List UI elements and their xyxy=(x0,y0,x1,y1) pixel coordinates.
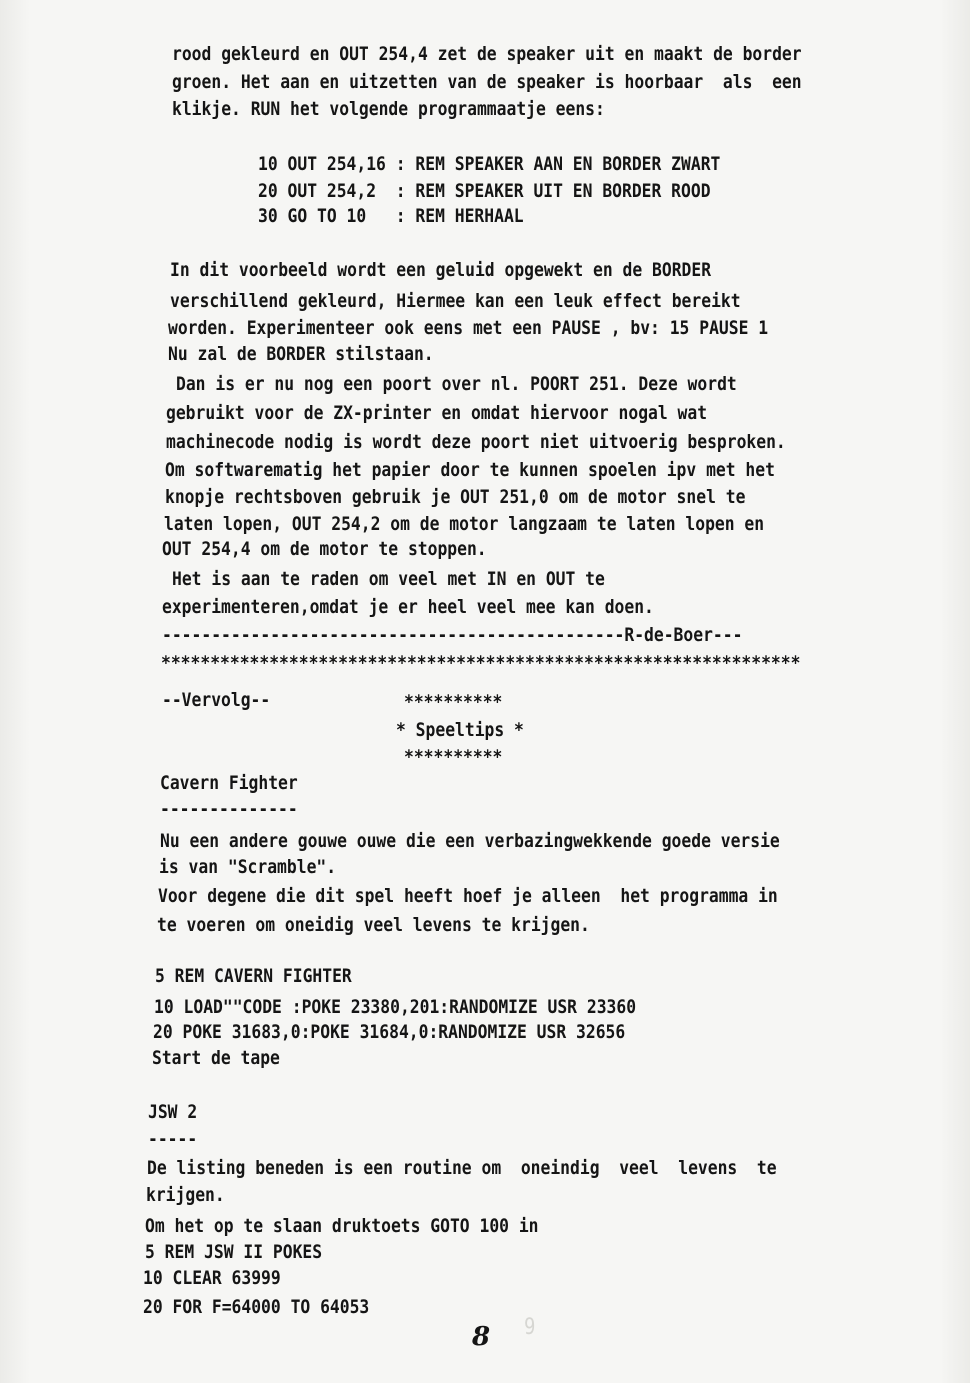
bleed-page-number: 9 xyxy=(524,1315,536,1340)
speeltips-stars-bottom: ********** xyxy=(404,746,503,768)
paragraph-line: Om softwarematig het papier door te kunnen spoelen ipv met het xyxy=(165,459,775,481)
paragraph-line: Voor degene die dit spel heeft hoef je alleen het programma in xyxy=(158,885,778,907)
code-line: Start de tape xyxy=(152,1047,280,1069)
code-line: 20 OUT 254,2 : REM SPEAKER UIT EN BORDER ROOD xyxy=(258,180,711,202)
paragraph-line: krijgen. xyxy=(146,1184,225,1206)
paragraph-line: laten lopen, OUT 254,2 om de motor langzaam te laten lopen en xyxy=(164,513,765,535)
star-rule: ***************************************************************** xyxy=(161,652,801,674)
paragraph-line: Om het op te slaan druktoets GOTO 100 in xyxy=(145,1215,539,1237)
paragraph-line: te voeren om oneidig veel levens te krijgen. xyxy=(157,914,590,936)
paragraph-line: verschillend gekleurd, Hiermee kan een leuk effect bereikt xyxy=(170,290,741,312)
paragraph-line: Nu zal de BORDER stilstaan. xyxy=(168,343,434,365)
paragraph-line: experimenteren,omdat je er heel veel mee kan doen. xyxy=(162,596,654,618)
code-line: 30 GO TO 10 : REM HERHAAL xyxy=(258,205,524,227)
vervolg-label: --Vervolg-- xyxy=(162,689,271,711)
signature-line: -----------------------------------------------R-de-Boer--- xyxy=(162,624,743,646)
code-line: 10 OUT 254,16 : REM SPEAKER AAN EN BORDER ZWART xyxy=(258,153,721,175)
paragraph-line: rood gekleurd en OUT 254,4 zet de speaker uit en maakt de border xyxy=(172,43,802,65)
code-line: 5 REM JSW II POKES xyxy=(145,1241,323,1263)
paragraph-line: klikje. RUN het volgende programmaatje eens: xyxy=(172,98,605,120)
code-line: 5 REM CAVERN FIGHTER xyxy=(155,965,352,987)
paragraph-line: is van "Scramble". xyxy=(159,856,337,878)
paragraph-line: knopje rechtsboven gebruik je OUT 251,0 om de motor snel te xyxy=(165,486,746,508)
page-number: 8 xyxy=(472,1322,491,1352)
paragraph-line: groen. Het aan en uitzetten van de speaker is hoorbaar als een xyxy=(172,71,802,93)
section-underline: -------------- xyxy=(160,798,298,820)
paragraph-line: Het is aan te raden om veel met IN en OUT te xyxy=(172,568,605,590)
code-line: 20 POKE 31683,0:POKE 31684,0:RANDOMIZE USR 32656 xyxy=(153,1021,626,1043)
section-title: Cavern Fighter xyxy=(160,772,298,794)
section-underline: ----- xyxy=(148,1128,198,1150)
paragraph-line: gebruikt voor de ZX-printer en omdat hiervoor nogal wat xyxy=(166,402,708,424)
paragraph-line: Dan is er nu nog een poort over nl. POORT 251. Deze wordt xyxy=(176,373,737,395)
paragraph-line: OUT 254,4 om de motor te stoppen. xyxy=(162,538,487,560)
paragraph-line: In dit voorbeeld wordt een geluid opgewekt en de BORDER xyxy=(170,259,712,281)
code-line: 20 FOR F=64000 TO 64053 xyxy=(143,1296,370,1318)
paragraph-line: Nu een andere gouwe ouwe die een verbazingwekkende goede versie xyxy=(160,830,780,852)
code-line: 10 CLEAR 63999 xyxy=(143,1267,281,1289)
code-line: 10 LOAD""CODE :POKE 23380,201:RANDOMIZE USR 23360 xyxy=(154,996,637,1018)
section-title: JSW 2 xyxy=(148,1101,198,1123)
speeltips-stars-top: ********** xyxy=(404,691,503,713)
speeltips-title: * Speeltips * xyxy=(396,719,524,741)
paragraph-line: machinecode nodig is wordt deze poort niet uitvoerig besproken. xyxy=(166,431,786,453)
paragraph-line: De listing beneden is een routine om oneindig veel levens te xyxy=(147,1157,777,1179)
paragraph-line: worden. Experimenteer ook eens met een PAUSE , bv: 15 PAUSE 1 xyxy=(168,317,769,339)
